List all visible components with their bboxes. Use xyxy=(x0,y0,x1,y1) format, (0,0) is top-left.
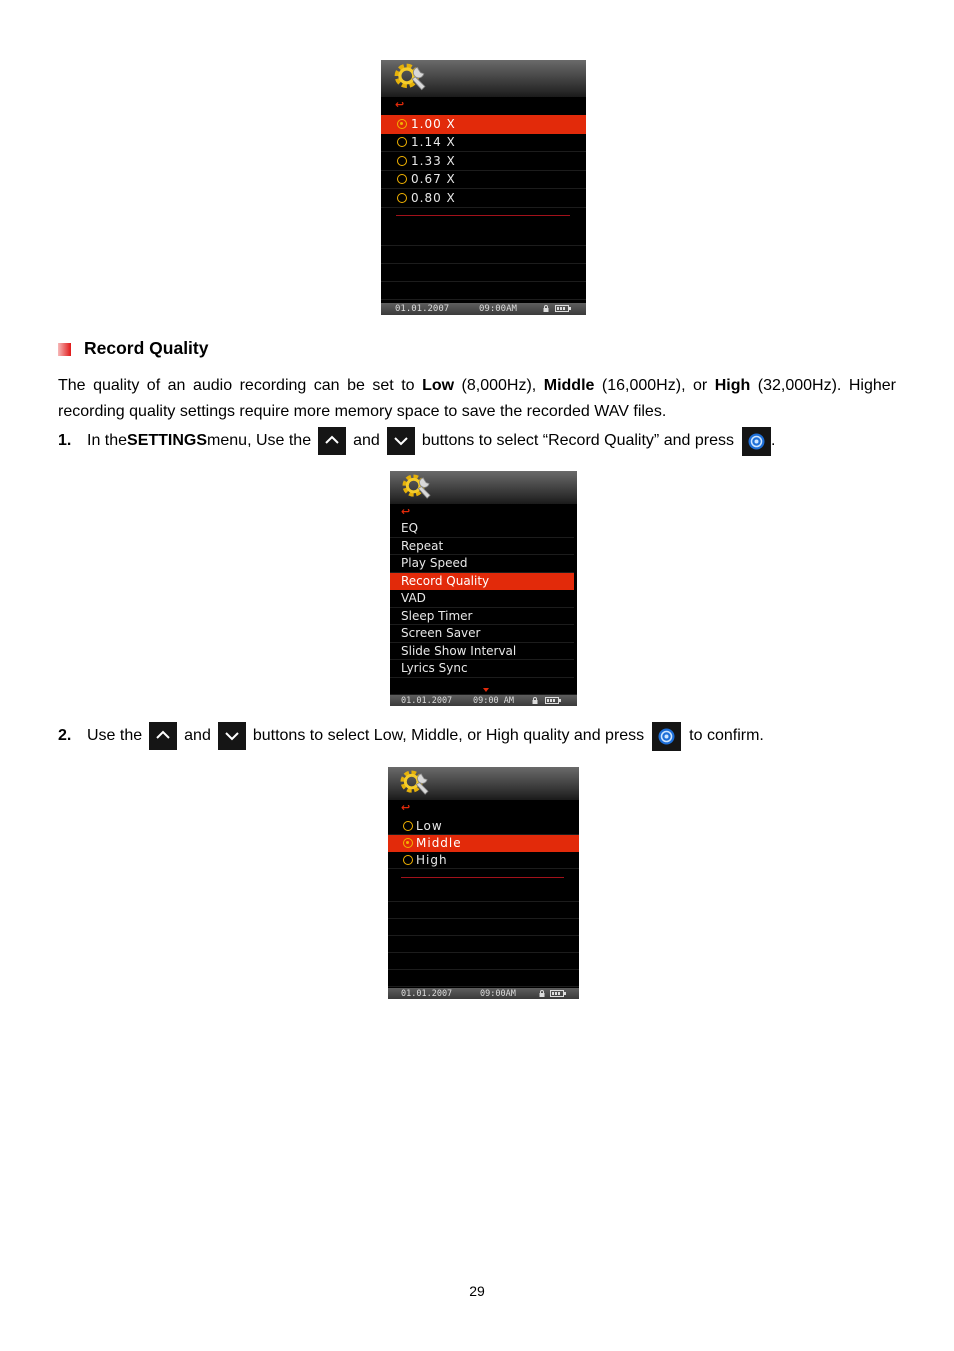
divider xyxy=(401,877,564,878)
settings-item-label: Repeat xyxy=(401,538,444,553)
section-title: Record Quality xyxy=(84,338,209,358)
ok-button-icon xyxy=(652,722,681,751)
radio-empty-icon xyxy=(397,174,407,184)
lock-icon xyxy=(543,305,549,312)
status-time: 09:00 AM xyxy=(473,696,514,706)
radio-empty-icon xyxy=(397,156,407,166)
settings-item[interactable] xyxy=(390,625,574,643)
battery-icon xyxy=(555,305,569,312)
status-date: 01.01.2007 xyxy=(401,696,453,706)
device-screen-record-quality xyxy=(388,767,579,999)
option-row[interactable] xyxy=(381,171,586,190)
ok-button-icon xyxy=(742,427,771,456)
settings-item-label: Slide Show Interval xyxy=(401,643,517,658)
settings-item[interactable] xyxy=(390,608,574,626)
option-row[interactable] xyxy=(381,189,586,208)
settings-item-label: Record Quality xyxy=(401,573,490,588)
step-number: 2. xyxy=(58,727,72,744)
option-row[interactable] xyxy=(388,818,579,835)
status-date: 01.01.2007 xyxy=(395,304,450,314)
status-bar xyxy=(388,988,579,999)
settings-item[interactable] xyxy=(390,643,574,661)
option-label: 1.14 X xyxy=(411,135,456,150)
settings-item[interactable] xyxy=(390,660,574,678)
settings-item-label: Screen Saver xyxy=(401,626,481,641)
scroll-down-indicator xyxy=(483,688,489,692)
settings-item[interactable] xyxy=(390,520,574,538)
status-time: 09:00AM xyxy=(480,989,516,999)
status-date: 01.01.2007 xyxy=(401,989,453,999)
status-bar xyxy=(390,695,577,706)
device-screen-settings-menu xyxy=(390,471,577,706)
device-screen-play-speed xyxy=(381,60,586,315)
bullet-icon xyxy=(58,343,71,356)
radio-empty-icon xyxy=(403,855,413,865)
radio-empty-icon xyxy=(397,193,407,203)
option-label: 1.33 X xyxy=(411,153,456,168)
step-number: 1. xyxy=(58,432,72,449)
settings-item-label: Play Speed xyxy=(401,556,468,571)
status-bar xyxy=(381,303,586,315)
back-arrow-icon[interactable]: ↩ xyxy=(401,802,411,814)
option-row[interactable] xyxy=(381,152,586,171)
settings-item[interactable] xyxy=(390,538,574,556)
list-spacer xyxy=(390,678,577,696)
screen-header xyxy=(388,767,579,800)
settings-item[interactable] xyxy=(390,573,574,591)
option-label: Low xyxy=(416,819,443,833)
down-button-icon xyxy=(387,427,415,455)
option-row[interactable] xyxy=(381,134,586,153)
option-row[interactable] xyxy=(388,852,579,869)
settings-item-label: EQ xyxy=(401,521,419,536)
settings-item[interactable] xyxy=(390,590,574,608)
gear-icon xyxy=(393,62,427,94)
option-label: Middle xyxy=(416,836,462,850)
settings-item-label: Lyrics Sync xyxy=(401,661,468,676)
battery-icon xyxy=(545,697,559,704)
settings-item-label: VAD xyxy=(401,591,426,606)
lock-icon xyxy=(539,990,545,997)
option-row[interactable] xyxy=(381,115,586,134)
option-label: 1.00 X xyxy=(411,116,456,131)
battery-icon xyxy=(550,990,564,997)
step-1: 1. In the SETTINGS menu, Use the and buttons to select “Record Quality” and press . xyxy=(58,426,775,456)
up-button-icon xyxy=(318,427,346,455)
screen-header xyxy=(390,471,577,504)
step-2: 2. Use the and buttons to select Low, Middle, or High quality and press to confirm. xyxy=(58,721,764,751)
back-arrow-icon[interactable]: ↩ xyxy=(395,99,405,111)
back-arrow-icon[interactable]: ↩ xyxy=(401,506,411,518)
lock-icon xyxy=(532,697,538,704)
screen-header xyxy=(381,60,586,97)
option-row[interactable] xyxy=(388,835,579,852)
gear-icon xyxy=(401,473,432,502)
description-paragraph: The quality of an audio recording can be set to Low (8,000Hz), Middle (16,000Hz), or High (32,000Hz). Higher recording quality settings require more memory space to save the recorded WAV files. xyxy=(58,377,896,420)
gear-icon xyxy=(399,769,430,798)
radio-selected-icon xyxy=(403,838,413,848)
divider xyxy=(396,215,570,216)
settings-item[interactable] xyxy=(390,555,574,573)
up-button-icon xyxy=(149,722,177,750)
status-time: 09:00AM xyxy=(479,304,517,314)
page-number: 29 xyxy=(469,1283,485,1299)
option-label: 0.67 X xyxy=(411,172,456,187)
radio-empty-icon xyxy=(397,137,407,147)
option-label: High xyxy=(416,853,448,867)
radio-selected-icon xyxy=(397,119,407,129)
radio-empty-icon xyxy=(403,821,413,831)
option-label: 0.80 X xyxy=(411,190,456,205)
settings-item-label: Sleep Timer xyxy=(401,608,473,623)
down-button-icon xyxy=(218,722,246,750)
